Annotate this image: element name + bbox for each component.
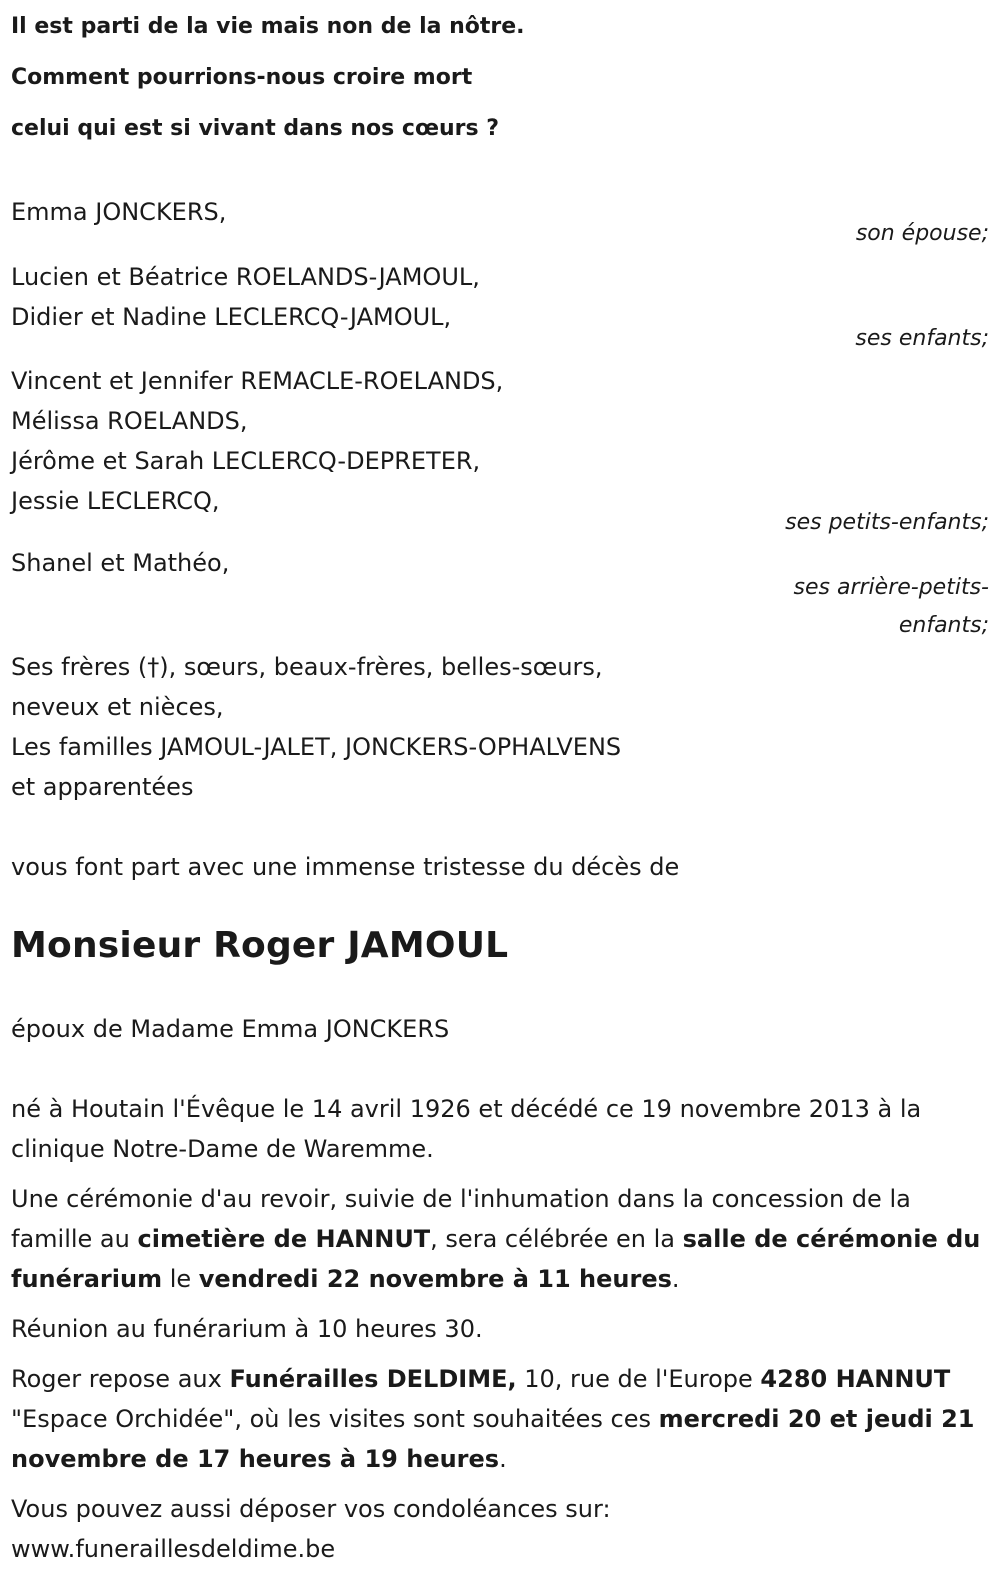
quote-line-3: celui qui est si vivant dans nos cœurs ? (11, 116, 500, 141)
family-others (11, 647, 989, 807)
great-grandchildren-relation-line-1: ses arrière-petits- (793, 575, 989, 600)
spouse-name: Emma JONCKERS, (11, 198, 227, 226)
ceremony-text: le (162, 1265, 199, 1293)
condolences-website-link[interactable]: www.funeraillesdeldime.be (11, 1535, 336, 1563)
spouse-relation: son épouse; (855, 221, 989, 246)
ceremony-paragraph (11, 1179, 989, 1299)
ceremony-cemetery: cimetière de HANNUT (137, 1225, 431, 1253)
quote-line-1: Il est parti de la vie mais non de la nôtre. (11, 14, 525, 39)
grandchild-name: Mélissa ROELANDS, (11, 407, 248, 435)
deceased-name: Monsieur Roger JAMOUL (11, 925, 509, 966)
visits-paragraph (11, 1359, 989, 1479)
visits-text: 10, rue de l'Europe (516, 1365, 761, 1393)
visits-dates: mercredi 20 et jeudi 21 novembre de 17 heures à 19 heures (11, 1405, 975, 1473)
condolences-paragraph (11, 1489, 989, 1569)
ceremony-text: . (671, 1265, 680, 1293)
others-line: Les familles JAMOUL-JALET, JONCKERS-OPHALVENS (11, 733, 622, 761)
birth-death-paragraph: né à Houtain l'Évêque le 14 avril 1926 et décédé ce 19 novembre 2013 à la clinique Notre-Dame de Waremme. (11, 1095, 922, 1163)
grandchildren-relation: ses petits-enfants; (785, 510, 989, 535)
memorial-quote (11, 1, 989, 154)
others-line: neveux et nièces, (11, 693, 224, 721)
visits-text: "Espace Orchidée", où les visites sont souhaitées ces (11, 1405, 659, 1433)
children-relation: ses enfants; (855, 326, 989, 351)
condolences-text: Vous pouvez aussi déposer vos condoléances sur: (11, 1495, 611, 1523)
spouse-of-text: époux de Madame Emma JONCKERS (11, 1015, 450, 1043)
ceremony-date: vendredi 22 novembre à 11 heures (198, 1265, 672, 1293)
visits-text: . (499, 1445, 507, 1473)
quote-line-2: Comment pourrions-nous croire mort (11, 65, 473, 90)
family-grandchildren (11, 361, 989, 543)
family-great-grandchildren (11, 543, 989, 645)
family-spouse (11, 192, 989, 254)
reunion-paragraph: Réunion au funérarium à 10 heures 30. (11, 1315, 483, 1343)
visits-city: 4280 HANNUT (760, 1365, 951, 1393)
ceremony-text: , sera célébrée en la (430, 1225, 683, 1253)
great-grandchild-name: Shanel et Mathéo, (11, 549, 230, 577)
grandchild-name: Vincent et Jennifer REMACLE-ROELANDS, (11, 367, 504, 395)
great-grandchildren-relation-line-2: enfants; (898, 613, 989, 638)
grandchild-name: Jérôme et Sarah LECLERCQ-DEPRETER, (11, 447, 481, 475)
visits-text: Roger repose aux (11, 1365, 230, 1393)
grandchild-name: Jessie LECLERCQ, (11, 487, 220, 515)
child-name: Didier et Nadine LECLERCQ-JAMOUL, (11, 303, 452, 331)
others-line: et apparentées (11, 773, 194, 801)
others-line: Ses frères (†), sœurs, beaux-frères, belles-sœurs, (11, 653, 603, 681)
announcement-text: vous font part avec une immense tristesse du décès de (11, 853, 680, 881)
obituary-document (11, 0, 989, 1569)
visits-funeral-home: Funérailles DELDIME, (229, 1365, 517, 1393)
ceremony-venue: salle de cérémonie du funérarium (11, 1225, 981, 1293)
ceremony-text: Une cérémonie d'au revoir, suivie de l'inhumation dans la concession de la famille au (11, 1185, 911, 1253)
family-children (11, 257, 989, 359)
child-name: Lucien et Béatrice ROELANDS-JAMOUL, (11, 263, 480, 291)
